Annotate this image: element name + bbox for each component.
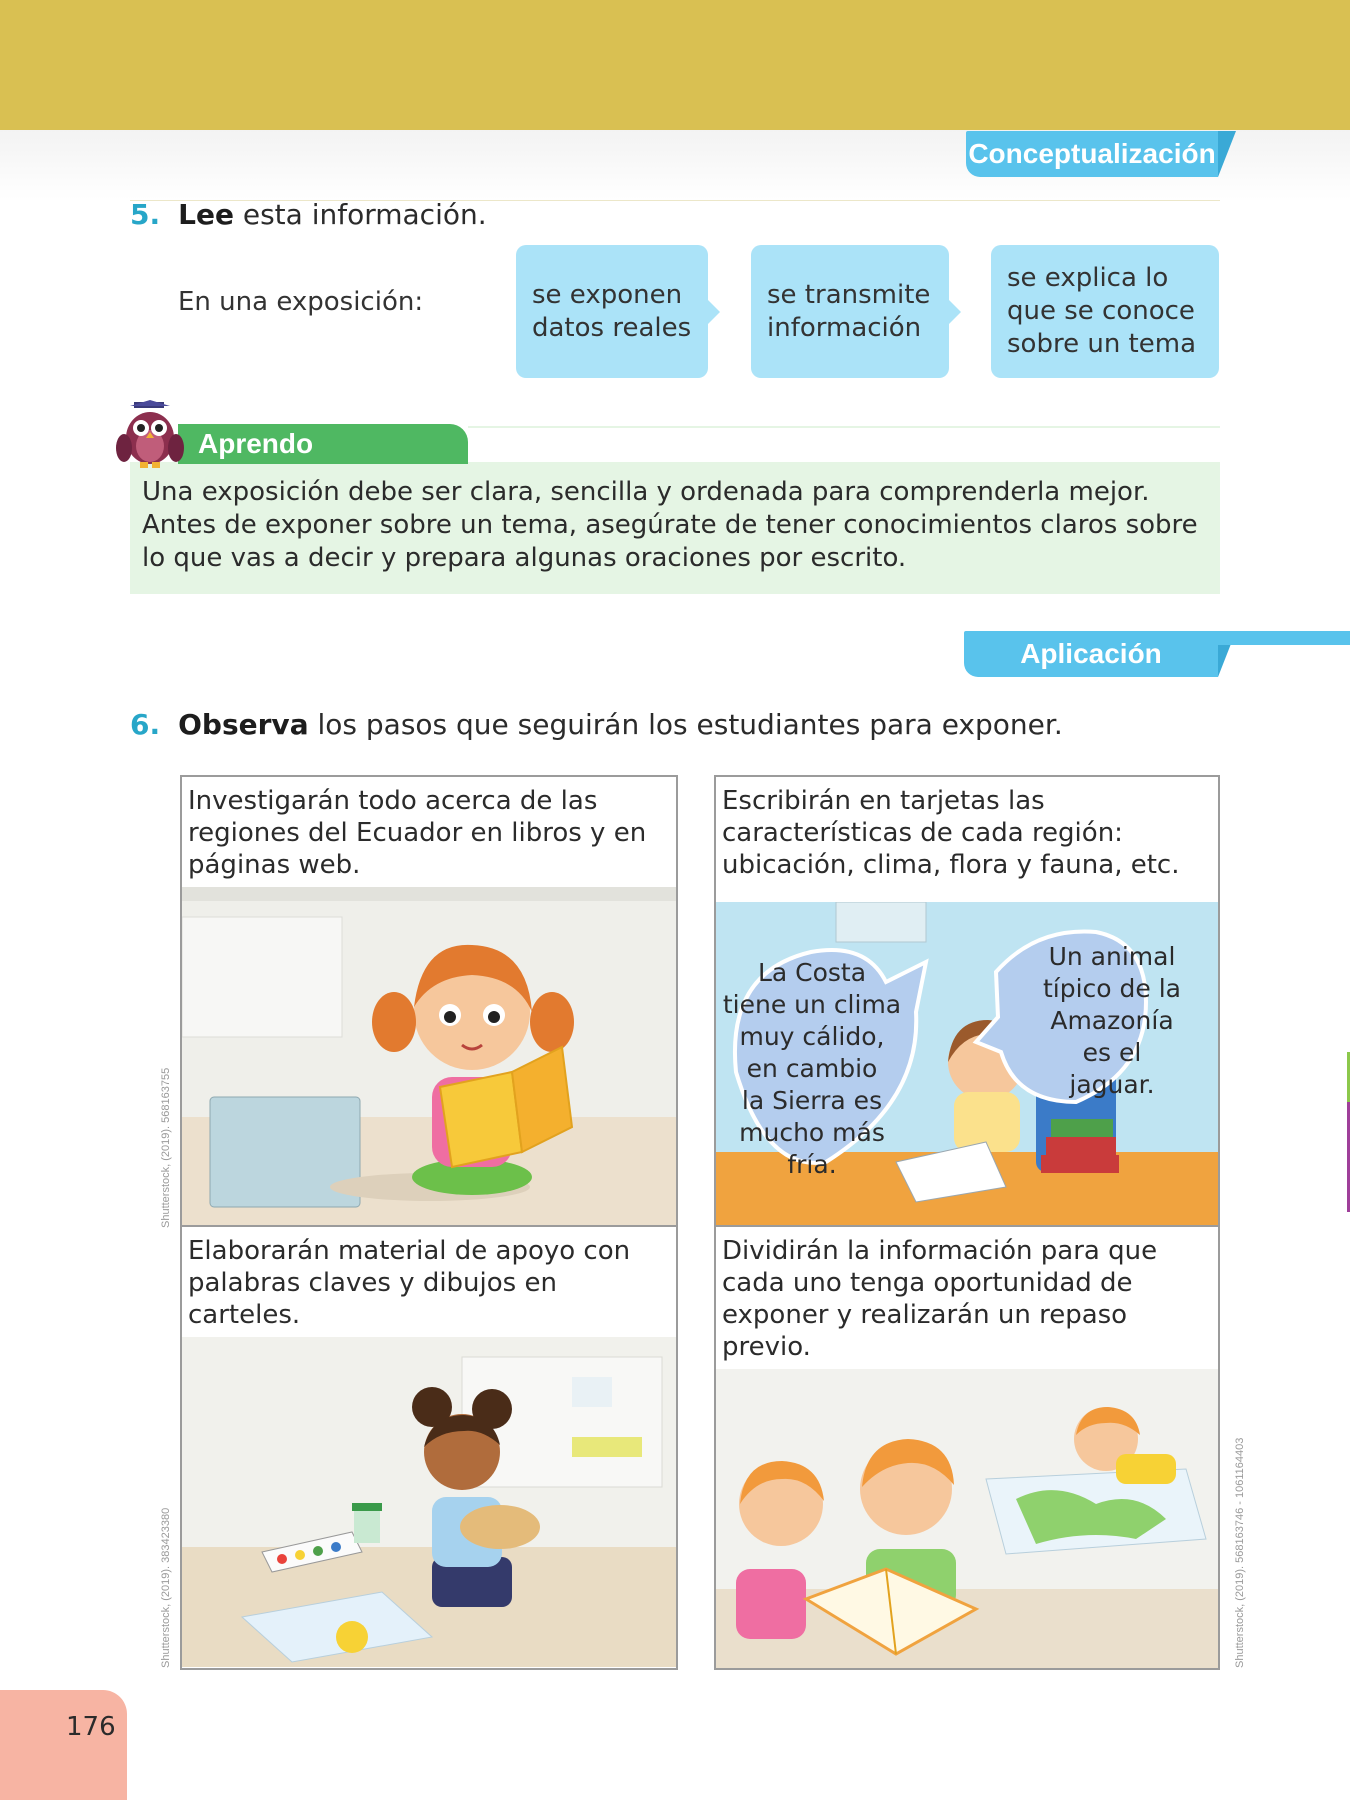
aprendo-text: Una exposición debe ser clara, sencilla y ordenada para comprenderla mejor. Antes de exponer sobre un tema, asegúrate de tener conocimientos claros sobre lo que vas a decir y prepara algunas oraciones por escrito. [142,477,1198,573]
girl-painting-illustration [182,1337,676,1667]
kids-studying-illustration [716,1369,1218,1669]
step-panel-4 [714,1225,1220,1670]
arrow-right-icon [949,300,961,324]
bubble-left-line: la Sierra es [741,1086,883,1115]
bubble-right-line: es el [1082,1038,1142,1067]
page-number-corner [0,1690,127,1800]
bubble-left-line: muy cálido, [739,1022,885,1051]
panel-caption: Elaborarán material de apoyo con palabras claves y dibujos en carteles. [188,1236,631,1330]
image-credit: Shutterstock, (2019). 568163746 - 1061164403 [1234,1437,1246,1668]
activity-5-instruction [130,198,487,231]
step-panel-1 [180,775,678,1227]
aprendo-title-text: Aprendo [198,428,314,459]
info-box-1 [516,245,708,378]
girl-reading-illustration [182,887,676,1225]
bubble-left-line: La Costa [757,958,867,987]
bubble-left-line: en cambio [746,1054,878,1083]
info-box-text: se exponen datos reales [532,279,692,343]
bubble-left-line: mucho más [739,1118,885,1147]
aprendo-top-line [468,426,1220,428]
bubble-left-line: fría. [787,1150,837,1179]
image-credit: Shutterstock, (2019). 568163755 [160,1067,172,1228]
activity-number: 5. [130,198,161,231]
step-panel-3 [180,1225,678,1670]
activity-verb: Observa [178,708,309,741]
owl-mascot-icon [116,400,184,470]
info-box-text: se explica lo que se conoce sobre un tema [1007,263,1197,359]
activity-verb: Lee [178,198,234,231]
activity-number: 6. [130,708,161,741]
aprendo-title [178,424,468,464]
step-panel-2 [714,775,1220,1227]
aprendo-box [130,462,1220,594]
bubble-right-line: típico de la [1042,974,1182,1003]
activity-text: los pasos que seguirán los estudiantes para exponer. [308,708,1063,741]
info-box-2 [751,245,949,378]
image-credit: Shutterstock, (2019). 383423380 [160,1507,172,1668]
panel-caption: Escribirán en tarjetas las características de cada región: ubicación, clima, flora y fauna, etc. [722,786,1180,880]
page-number: 176 [66,1712,116,1742]
top-color-band [0,0,1350,130]
info-box-3 [991,245,1219,378]
bubble-right-line: Amazonía [1050,1006,1174,1035]
aplicacion-tag-extension [1218,631,1350,645]
section-tag-aplicacion: Aplicación [964,631,1218,677]
info-box-text: se transmite información [767,279,931,343]
exposition-label: En una exposición: [178,287,424,317]
bubble-left-line: tiene un clima [722,990,902,1019]
panel-caption: Investigarán todo acerca de las regiones del Ecuador en libros y en páginas web. [188,786,647,880]
arrow-right-icon [708,300,720,324]
section-tag-conceptualizacion: Conceptualización [966,131,1218,177]
panel-caption: Dividirán la información para que cada uno tenga oportunidad de exponer y realizarán un repaso previo. [722,1236,1158,1362]
bubble-right-line: Un animal [1048,942,1176,971]
girl-writing-illustration [716,902,1218,1227]
activity-text: esta información. [233,198,487,231]
bubble-right-line: jaguar. [1069,1070,1155,1099]
activity-6-instruction [130,708,1063,741]
